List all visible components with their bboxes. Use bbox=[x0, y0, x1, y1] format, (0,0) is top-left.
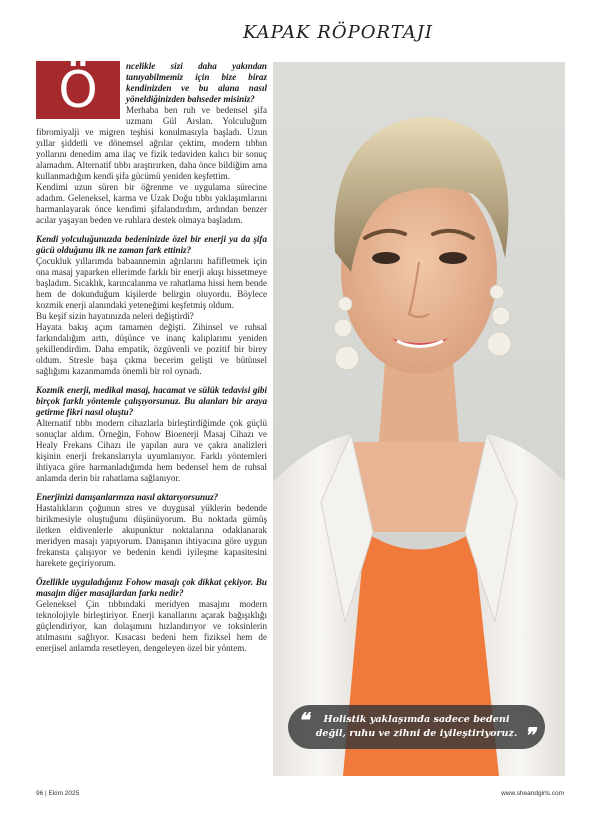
question-5: Enerjinizi danışanlarınıza nasıl aktarıyorsunuz? bbox=[36, 492, 219, 502]
section-title: KAPAK RÖPORTAJI bbox=[242, 22, 434, 43]
pull-quote-text: Holistik yaklaşımda sadece bedeni değil, ruhu ve zihni de iyileştiriyoruz. bbox=[315, 714, 518, 739]
earring-pearl-left-2 bbox=[334, 319, 352, 337]
question-4: Kozmik enerji, medikal masaj, hacamat ve sülük tedavisi gibi birçok farklı yöntemle çalışıyorsunuz. Bu alanları bir araya getirme fikri nasıl oluştu? bbox=[36, 385, 267, 417]
question-3: Bu keşif sizin hayatınızda neleri değiştirdi? bbox=[36, 311, 194, 321]
quote-close-icon: ❞ bbox=[524, 723, 535, 747]
quote-open-icon: ❝ bbox=[298, 708, 309, 732]
eye-right bbox=[439, 252, 467, 264]
intro-answer-1: Merhaba ben ruh ve bedensel şifa uzmanı Gül Arslan. Yolculuğum fibromiyalji ve migren teşhisi konulmasıyla başladı. Uzun yıllar şiddetli ve dönemsel ağrılar çektim, modern tıbbın yollarını denedim ama ilaç ve fizik tedaviden kalıcı bir sonuç alamadım. Alternatif tıbbı araştırırken, daha önce bildiğim ama kullanmadığım kendi şifa gücümü yeniden keşfettim. bbox=[36, 105, 267, 181]
cover-portrait-photo bbox=[273, 62, 565, 776]
intro-answer-2: Kendimi uzun süren bir öğrenme ve uygulama sürecine adadım. Geleneksel, karma ve Uzak Doğu tıbbı yaklaşımlarını harmanlayarak önce kendimi şifalandırdım, ardından benzer acılar yaşayan beden ve ruhlara destek olmaya başladım. bbox=[36, 182, 267, 225]
answer-2: Çocukluk yıllarımda babaannemin ağrılarını hafifletmek için ona masaj yaparken ellerimde farklı bir enerji akışı hissetmeye başladım. Sıcaklık, karıncalanma ve rahatlama hissi hem bende hem de dokunduğum kişilerde belirgin oluyordu. Böylece kozmik enerji alanındaki yeteneğimi keşfetmiş oldum. bbox=[36, 256, 267, 310]
earring-pearl-right-2 bbox=[492, 307, 510, 325]
earring-pearl-right-3 bbox=[487, 332, 511, 356]
footer-separator: | bbox=[45, 790, 49, 797]
footer-page-info bbox=[36, 790, 79, 797]
page-number: 96 bbox=[36, 790, 44, 797]
pull-quote bbox=[288, 705, 545, 749]
intro-question: ncelikle sizi daha yakından tanıyabilmemiz için bize biraz kendinizden ve bu alana nasıl yöneldiğinizden bahseder misiniz? bbox=[126, 61, 267, 104]
issue-date: Ekim 2025 bbox=[48, 790, 80, 797]
eye-left bbox=[372, 252, 400, 264]
answer-3: Hayata bakış açım tamamen değişti. Zihinsel ve ruhsal farkındalığım arttı, düşünce ve inanç kalıplarımı yeniden şekillendirdim. Daha empatik, özgüvenli ve pozitif bir birey oldum. Stresle başa çıkma becerim gelişti ve bütünsel sağlığımı kazanmamda önemli bir rol oynadı. bbox=[36, 322, 267, 376]
answer-6: Geleneksel Çin tıbbındaki meridyen masajını modern teknolojiyle birleştiriyor. Enerji kanallarını açarak bağışıklığı güçlendiriyor, kan dolaşımını hızlandırıyor ve toksinlerin atılmasını sağlıyor. Kısacası bedeni hem fiziksel hem de enerjisel anlamda resetleyen, dengeleyen özel bir yöntem. bbox=[36, 599, 267, 653]
footer-website: www.sheandgirls.com bbox=[501, 790, 564, 797]
dropcap-letter: Ö bbox=[36, 61, 120, 119]
earring-pearl-left-1 bbox=[338, 297, 352, 311]
question-6: Özellikle uyguladığınız Fohow masajı çok dikkat çekiyor. Bu masajın diğer masajlardan farkı nedir? bbox=[36, 577, 267, 598]
answer-5: Hastalıkların çoğunun stres ve duygusal yüklerin bedende birikmesiyle oluştuğunu düşünüyorum. Bu noktada gümüş iletken eldivenlerle akupunktur noktalarına odaklanarak meridyen masajı yapıyorum. Danışanın ihtiyacına göre uygun frekansta çalışıyor ve bedenin kendi iyileşme kapasitesini harekete geçiriyorum. bbox=[36, 503, 267, 568]
article-body bbox=[36, 61, 267, 654]
question-2: Kendi yolculuğunuzda bedeninizde özel bir enerji ya da şifa gücü olduğunu ilk ne zaman fark ettiniz? bbox=[36, 234, 267, 255]
answer-4: Alternatif tıbbı modern cihazlarla birleştirdiğimde çok güçlü sonuçlar aldım. Örneğin, Fohow Bioenerji Masaj Cihazı ve Healy Frekans Cihazı ile yapılan aura ve çakra analizleri kişinin enerji frekanslarıyla uyumlanıyor. Farklı yöntemleri ihtiyaca göre harmanladığımda hem bedensel hem de ruhsal anlamda derin bir rahatlama sağlanıyor. bbox=[36, 418, 267, 483]
earring-pearl-right-1 bbox=[490, 285, 504, 299]
portrait-illustration bbox=[273, 62, 565, 776]
earring-pearl-left-3 bbox=[335, 346, 359, 370]
